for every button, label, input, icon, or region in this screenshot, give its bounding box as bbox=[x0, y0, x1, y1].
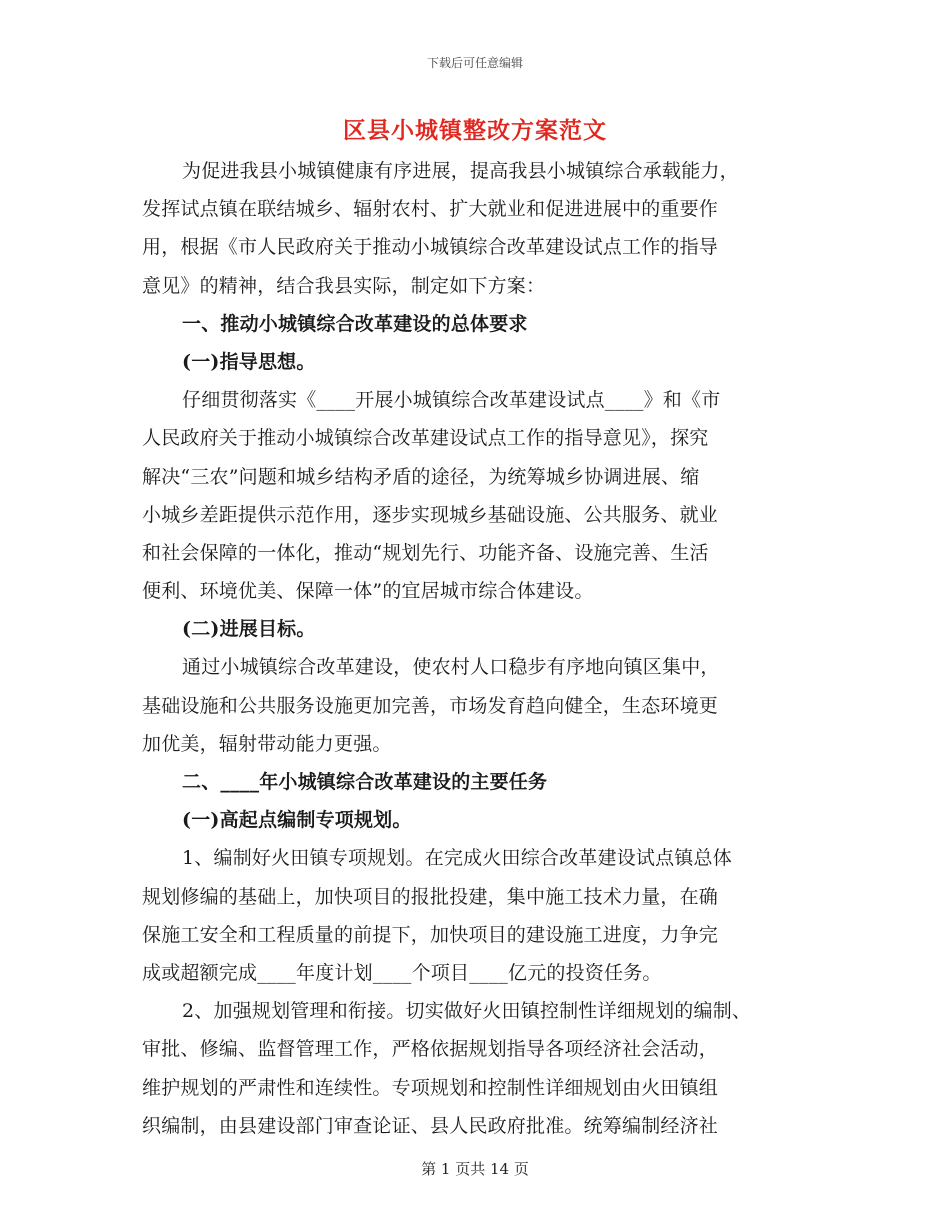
body-text-line: 1、编制好火田镇专项规划。在完成火田综合改革建设试点镇总体 bbox=[182, 847, 732, 870]
section-heading-line: (一)高起点编制专项规划。 bbox=[182, 809, 412, 832]
body-text-line: 仔细贯彻落实《____开展小城镇综合改革建设试点____》和《市 bbox=[182, 389, 721, 412]
header-note: 下载后可任意编辑 bbox=[426, 56, 523, 70]
body-text-line: 规划修编的基础上，加快项目的报批投建，集中施工技术力量，在确 bbox=[142, 885, 719, 908]
body-text-line: 用，根据《市人民政府关于推动小城镇综合改革建设试点工作的指导 bbox=[142, 236, 719, 259]
document-body bbox=[142, 152, 812, 1145]
body-text-line: 审批、修编、监督管理工作，严格依据规划指导各项经济社会活动， bbox=[142, 1038, 719, 1061]
body-text-line: 发挥试点镇在联结城乡、辐射农村、扩大就业和促进进展中的重要作 bbox=[142, 198, 719, 221]
page-footer: 第 1 页共 14 页 bbox=[421, 1160, 529, 1178]
document-title: 区县小城镇整改方案范文 bbox=[343, 117, 607, 144]
body-text-line: 2、加强规划管理和衔接。切实做好火田镇控制性详细规划的编制、 bbox=[182, 1000, 752, 1023]
section-heading-line: 一、推动小城镇综合改革建设的总体要求 bbox=[182, 312, 528, 335]
body-text-line: 和社会保障的一体化，推动“规划先行、功能齐备、设施完善、生活 bbox=[142, 541, 709, 564]
body-text-line: 加优美，辐射带动能力更强。 bbox=[142, 732, 392, 755]
body-text-line: 保施工安全和工程质量的前提下，加快项目的建设施工进度，力争完 bbox=[142, 923, 719, 946]
body-text-line: 为促进我县小城镇健康有序进展，提高我县小城镇综合承载能力， bbox=[182, 160, 739, 182]
body-text-line: 成或超额完成____年度计划____个项目____亿元的投资任务。 bbox=[142, 961, 662, 984]
section-heading-line: 二、____年小城镇综合改革建设的主要任务 bbox=[182, 771, 548, 793]
section-heading-line: (二)进展目标。 bbox=[182, 618, 316, 641]
body-text-line: 小城乡差距提供示范作用，逐步实现城乡基础设施、公共服务、就业 bbox=[142, 503, 719, 526]
body-text-line: 通过小城镇综合改革建设，使农村人口稳步有序地向镇区集中， bbox=[182, 656, 720, 679]
body-text-line: 意见》的精神，结合我县实际，制定如下方案： bbox=[142, 274, 546, 297]
section-heading-line: (一)指导思想。 bbox=[182, 350, 316, 373]
body-text-line: 人民政府关于推动小城镇综合改革建设试点工作的指导意见》，探究 bbox=[142, 427, 709, 450]
body-text-line: 维护规划的严肃性和连续性。专项规划和控制性详细规划由火田镇组 bbox=[142, 1076, 719, 1099]
body-text-line: 便利、环境优美、保障一体”的宜居城市综合体建设。 bbox=[142, 580, 594, 603]
body-text-line: 基础设施和公共服务设施更加完善，市场发育趋向健全，生态环境更 bbox=[142, 694, 719, 717]
body-text-line: 织编制，由县建设部门审查论证、县人民政府批准。统筹编制经济社 bbox=[142, 1114, 719, 1137]
body-text-line: 解决“三农”问题和城乡结构矛盾的途径，为统筹城乡协调进展、缩 bbox=[142, 465, 700, 488]
